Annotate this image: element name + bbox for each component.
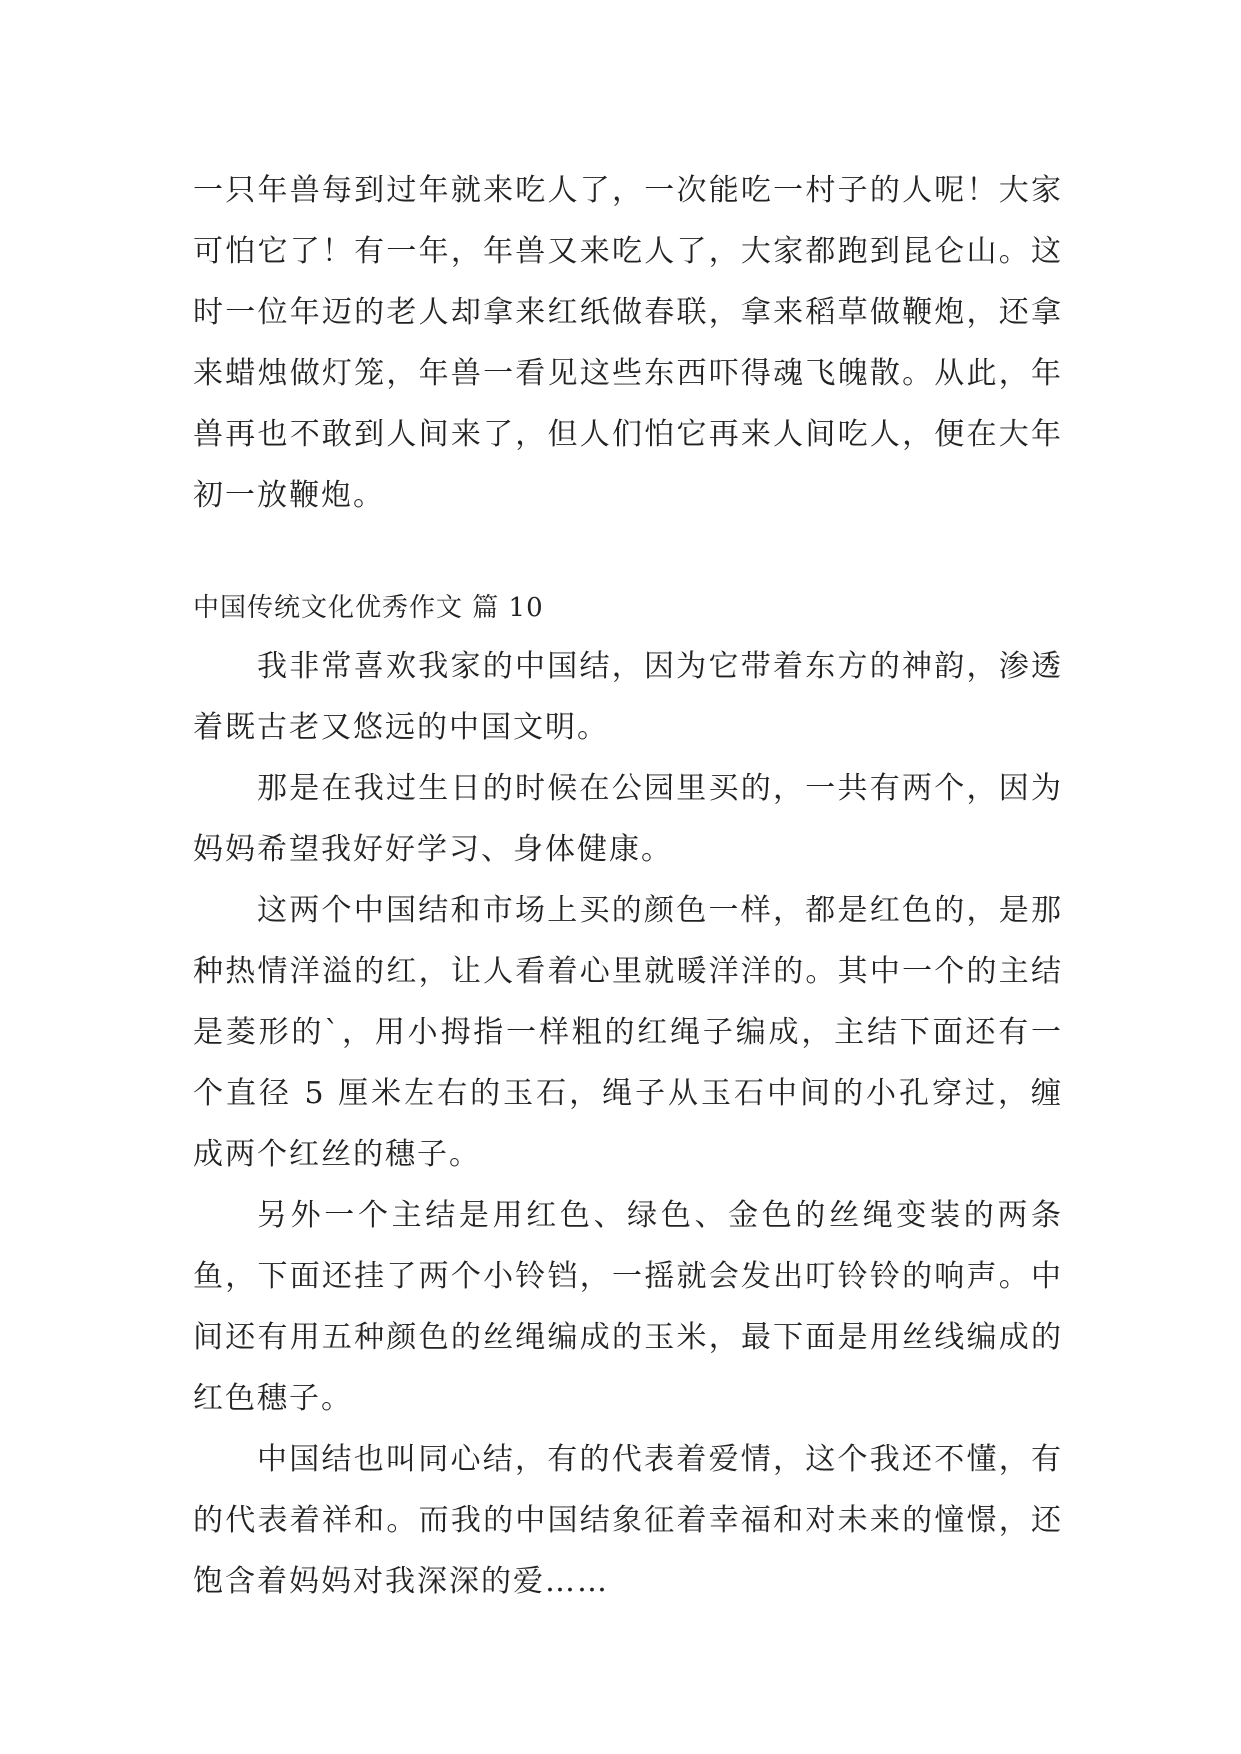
paragraph: 另外一个主结是用红色、绿色、金色的丝绳变装的两条鱼，下面还挂了两个小铃铛，一摇就会发出叮铃铃的响声。中间还有用五种颜色的丝绳编成的玉米，最下面是用丝线编成的红色穗子。 — [193, 1198, 1063, 1416]
document-body — [193, 160, 1063, 1612]
paragraph: 这两个中国结和市场上买的颜色一样，都是红色的，是那种热情洋溢的红，让人看着心里就暖洋洋的。其中一个的主结是菱形的`，用小拇指一样粗的红绳子编成，主结下面还有一个直径 5 厘米左右的玉石，绳子从玉石中间的小孔穿过，缠成两个红丝的穗子。 — [193, 893, 1063, 1172]
paragraph: 中国结也叫同心结，有的代表着爱情，这个我还不懂，有的代表着祥和。而我的中国结象征着幸福和对未来的憧憬，还饱含着妈妈对我深深的爱…… — [193, 1442, 1063, 1599]
opening-paragraph: 一只年兽每到过年就来吃人了，一次能吃一村子的人呢！大家可怕它了！有一年，年兽又来吃人了，大家都跑到昆仑山。这时一位年迈的老人却拿来红纸做春联，拿来稻草做鞭炮，还拿来蜡烛做灯笼，年兽一看见这些东西吓得魂飞魄散。从此，年兽再也不敢到人间来了，但人们怕它再来人间吃人，便在大年初一放鞭炮。 — [193, 173, 1063, 513]
paragraph: 我非常喜欢我家的中国结，因为它带着东方的神韵，渗透着既古老又悠远的中国文明。 — [193, 649, 1063, 745]
section-title: 中国传统文化优秀作文 篇 10 — [193, 593, 544, 623]
paragraph: 那是在我过生日的时候在公园里买的，一共有两个，因为妈妈希望我好好学习、身体健康。 — [193, 771, 1063, 867]
